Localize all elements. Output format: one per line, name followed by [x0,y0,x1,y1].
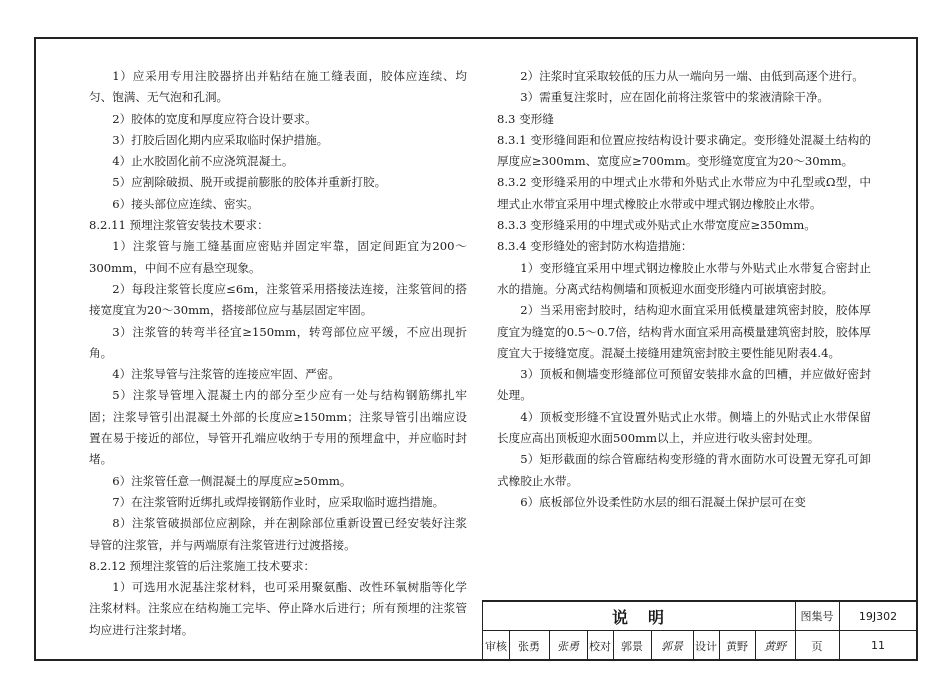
reviewer-name: 张勇 [518,639,540,653]
list-paragraph: 8）注浆管破损部位应割除，并在割除部位重新设置已经安装好注浆导管的注浆管，并与两端原有注浆管进行过渡搭接。 [89,516,467,552]
clause-paragraph: 8.2.11 预埋注浆管安装技术要求： [89,218,269,233]
list-paragraph: 1）可选用水泥基注浆材料，也可采用聚氨酯、改性环氧树脂等化学注浆材料。注浆应在结构施工完毕、停止降水后进行；所有预埋的注浆管均应进行注浆封堵。 [89,580,467,637]
list-paragraph: 2）每段注浆管长度应≤6m，注浆管采用搭接法连接，注浆管间的搭接宽度宜为20～30mm，搭接部位应与基层固定牢固。 [89,281,467,318]
list-paragraph: 2）当采用密封胶时，结构迎水面宜采用低模量建筑密封胶，胶体厚度宜为缝宽的0.5～0.7倍，结构背水面宜采用高模量建筑密封胶，胶体厚度宜大于接缝宽度。混凝土接缝用建筑密封胶主要性能见附表4.4。 [497,303,871,360]
list-paragraph: 6）接头部位应连续、密实。 [112,196,259,211]
left-column [89,66,467,641]
design-label: 设计 [695,639,717,653]
right-column [497,66,871,513]
review-label: 审核 [485,639,507,653]
atlas-number: 19J302 [858,609,898,623]
clause-paragraph: 8.3.4 变形缝处的密封防水构造措施： [497,239,693,254]
list-paragraph: 7）在注浆管附近绑扎或焊接钢筋作业时，应采取临时遮挡措施。 [112,494,445,509]
list-paragraph: 2）胶体的宽度和厚度应符合设计要求。 [112,111,317,126]
list-paragraph: 3）注浆管的转弯半径宜≥150mm，转弯部位应平缓，不应出现折角。 [89,324,467,360]
atlas-label: 图集号 [800,610,834,623]
list-paragraph: 4）止水胶固化前不应浇筑混凝土。 [112,154,294,169]
list-paragraph: 4）顶板变形缝不宜设置外贴式止水带。侧墙上的外贴式止水带保留长度应高出顶板迎水面500mm以上，并应进行收头密封处理。 [497,409,871,446]
clause-paragraph: 8.3.3 变形缝采用的中埋式或外贴式止水带宽度应≥350mm。 [497,218,816,233]
sheet-title: 说 明 [611,607,666,627]
clause-paragraph: 8.2.12 预埋注浆管的后注浆施工技术要求： [89,558,316,573]
list-paragraph: 2）注浆时宜采取较低的压力从一端向另一端、由低到高逐个进行。 [520,69,864,83]
list-paragraph: 4）注浆导管与注浆管的连接应牢固、严密。 [112,367,340,382]
list-paragraph: 5）应割除破损、脱开或提前膨胀的胶体并重新打胶。 [112,175,387,190]
checker-signature: 郭景 [661,639,683,653]
designer-signature: 黄野 [764,639,786,653]
list-paragraph: 3）需重复注浆时，应在固化前将注浆管中的浆液清除干净。 [520,90,830,105]
list-paragraph: 3）打胶后固化期内应采取临时保护措施。 [112,132,329,147]
list-paragraph: 5）注浆导管埋入混凝土内的部分至少应有一处与结构钢筋绑扎牢固；注浆导管引出混凝土外部的长度应≥150mm；注浆导管引出端应设置在易于接近的部位，导管开孔端应收纳于专用的预埋盒中，并应临时封堵。 [89,388,467,467]
clause-paragraph: 8.3.2 变形缝采用的中埋式止水带和外贴式止水带应为中孔型或Ω型，中埋式止水带宜采用中埋式橡胶止水带或中埋式钢边橡胶止水带。 [497,175,871,211]
list-paragraph: 1）应采用专用注胶器挤出并粘结在施工缝表面，胶体应连续、均匀、饱满、无气泡和孔洞。 [89,69,467,105]
page-label: 页 [811,639,823,653]
page-number: 11 [871,639,885,652]
reviewer-signature: 张勇 [557,639,579,653]
list-paragraph: 1）变形缝宜采用中埋式钢边橡胶止水带与外贴式止水带复合密封止水的措施。分离式结构侧墙和顶板迎水面变形缝内可嵌填密封胶。 [497,260,871,296]
list-paragraph: 1）注浆管与施工缝基面应密贴并固定牢靠，固定间距宜为200～300mm，中间不应有悬空现象。 [89,239,467,275]
list-paragraph: 5）矩形截面的综合管廊结构变形缝的背水面防水可设置无穿孔可卸式橡胶止水带。 [497,452,871,488]
check-label: 校对 [589,639,611,653]
list-paragraph: 6）注浆管任意一侧混凝土的厚度应≥50mm。 [112,473,352,488]
clause-paragraph: 8.3 变形缝 [497,111,554,126]
checker-name: 郭景 [621,639,643,653]
title-block [482,600,916,659]
clause-paragraph: 8.3.1 变形缝间距和位置应按结构设计要求确定。变形缝处混凝土结构的厚度应≥300mm、宽度应≥700mm。变形缝宽度宜为20～30mm。 [497,132,871,169]
designer-name: 黄野 [726,639,748,653]
list-paragraph: 6）底板部位外设柔性防水层的细石混凝土保护层可在变 [520,494,806,509]
list-paragraph: 3）顶板和侧墙变形缝部位可预留安装排水盒的凹槽，并应做好密封处理。 [497,367,871,403]
